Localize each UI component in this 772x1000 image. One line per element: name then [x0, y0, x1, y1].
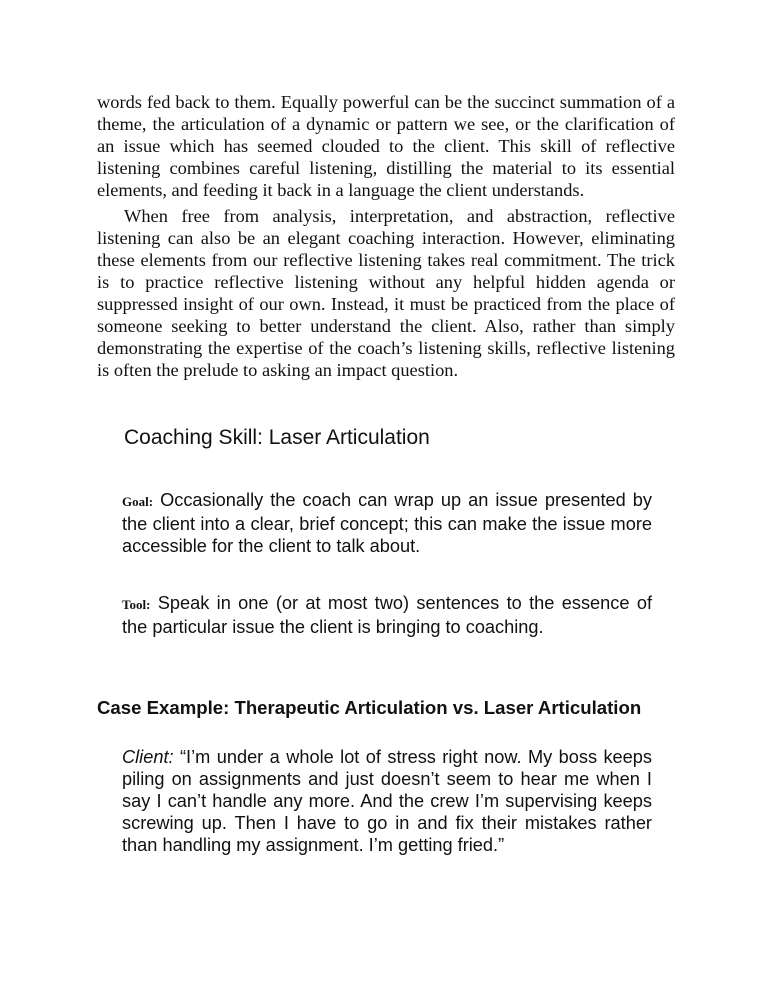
client-label: Client: [122, 747, 174, 767]
goal-block [122, 489, 652, 557]
coaching-skill-heading: Coaching Skill: Laser Articulation [124, 426, 430, 449]
body-paragraph-1: words fed back to them. Equally powerful can be the succinct summation of a theme, the articulation of a dynamic or pattern we see, or the clarification of an issue which has seemed clouded to the client. This skill of reflective listening combines careful listening, distilling the material to its essential elements, and feeding it back in a language the client understands. [97, 92, 675, 200]
goal-text: Occasionally the coach can wrap up an issue presented by the client into a clear, brief concept; this can make the issue more accessible for the client to talk about. [122, 490, 652, 556]
client-quote-block [122, 746, 652, 856]
tool-text: Speak in one (or at most two) sentences to the essence of the particular issue the client is bringing to coaching. [122, 593, 652, 637]
client-quote-text: “I’m under a whole lot of stress right now. My boss keeps piling on assignments and just doesn’t seem to hear me when I say I can’t handle any more. And the crew I’m supervising keeps screwing up. Then I have to go in and fix their mistakes rather than handling my assignment. I’m getting fried.” [122, 747, 652, 855]
goal-label: Goal: [122, 494, 154, 509]
body-paragraph-2: When free from analysis, interpretation, and abstraction, reflective listening can also be an elegant coaching interaction. However, eliminating these elements from our reflective listening takes real commitment. The trick is to practice reflective listening without any helpful hidden agenda or suppressed insight of our own. Instead, it must be practiced from the place of someone seeking to better understand the client. Also, rather than simply demonstrating the expertise of the coach’s listening skills, reflective listening is often the prelude to asking an impact question. [97, 206, 675, 380]
tool-block [122, 592, 652, 638]
case-example-heading: Case Example: Therapeutic Articulation vs. Laser Articulation [97, 697, 642, 718]
tool-label: Tool: [122, 597, 151, 612]
